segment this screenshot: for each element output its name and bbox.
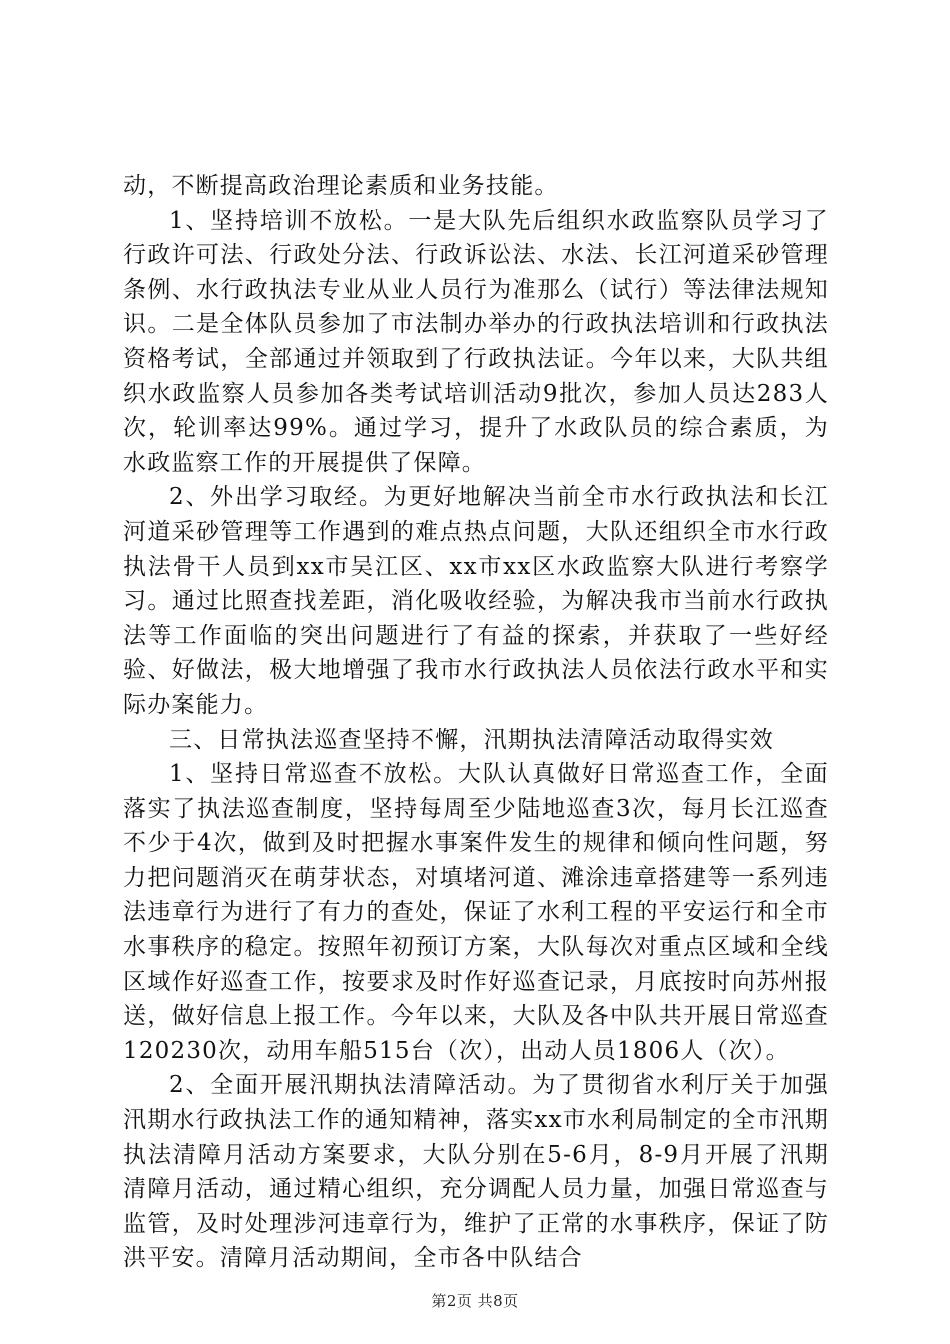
paragraph-continuation: 动，不断提高政治理论素质和业务技能。	[123, 173, 559, 199]
document-body	[123, 169, 829, 1276]
paragraph-training: 1、坚持培训不放松。一是大队先后组织水政监察队员学习了行政许可法、行政处分法、行政诉讼法、水法、长江河道采砂管理条例、水行政执法专业从业人员行为准那么（试行）等法律法规知识。二是全体队员参加了市法制办举办的行政执法培训和行政执法资格考试，全部通过并领取到了行政执法证。今年以来，大队共组织水政监察人员参加各类考试培训活动9批次，参加人员达283人次，轮训率达99%。通过学习，提升了水政队员的综合素质，为水政监察工作的开展提供了保障。	[123, 207, 829, 476]
paragraph-daily-patrol: 1、坚持日常巡查不放松。大队认真做好日常巡查工作，全面落实了执法巡查制度，坚持每周至少陆地巡查3次，每月长江巡查不少于4次，做到及时把握水事案件发生的规律和倾向性问题，努力把问题消灭在萌芽状态，对填堵河道、滩涂违章搭建等一系列违法违章行为进行了有力的查处，保证了水利工程的平安运行和全市水事秩序的稳定。按照年初预订方案，大队每次对重点区域和全线区域作好巡查工作，按要求及时作好巡查记录，月底按时向苏州报送，做好信息上报工作。今年以来，大队及各中队共开展日常巡查120230次，动用车船515台（次），出动人员1806人（次）。	[123, 761, 829, 1064]
paragraph-study-trip: 2、外出学习取经。为更好地解决当前全市水行政执法和长江河道采砂管理等工作遇到的难点热点问题，大队还组织全市水行政执法骨干人员到xx市吴江区、xx市xx区水政监察大队进行考察学习。通过比照查找差距，消化吸收经验，为解决我市当前水行政执法等工作面临的突出问题进行了有益的探索，并获取了一些好经验、好做法，极大地增强了我市水行政执法人员依法行政水平和实际办案能力。	[123, 484, 829, 718]
section-heading-three: 三、日常执法巡查坚持不懈，汛期执法清障活动取得实效	[169, 726, 774, 753]
page-number-footer: 第2页 共8页	[431, 1292, 519, 1310]
paragraph-flood-season: 2、全面开展汛期执法清障活动。为了贯彻省水利厅关于加强汛期水行政执法工作的通知精神，落实xx市水利局制定的全市汛期执法清障月活动方案要求，大队分别在5-6月，8-9月开展了汛期清障月活动，通过精心组织，充分调配人员力量，加强日常巡查与监管，及时处理涉河违章行为，维护了正常的水事秩序，保证了防洪平安。清障月活动期间，全市各中队结合	[123, 1072, 829, 1272]
